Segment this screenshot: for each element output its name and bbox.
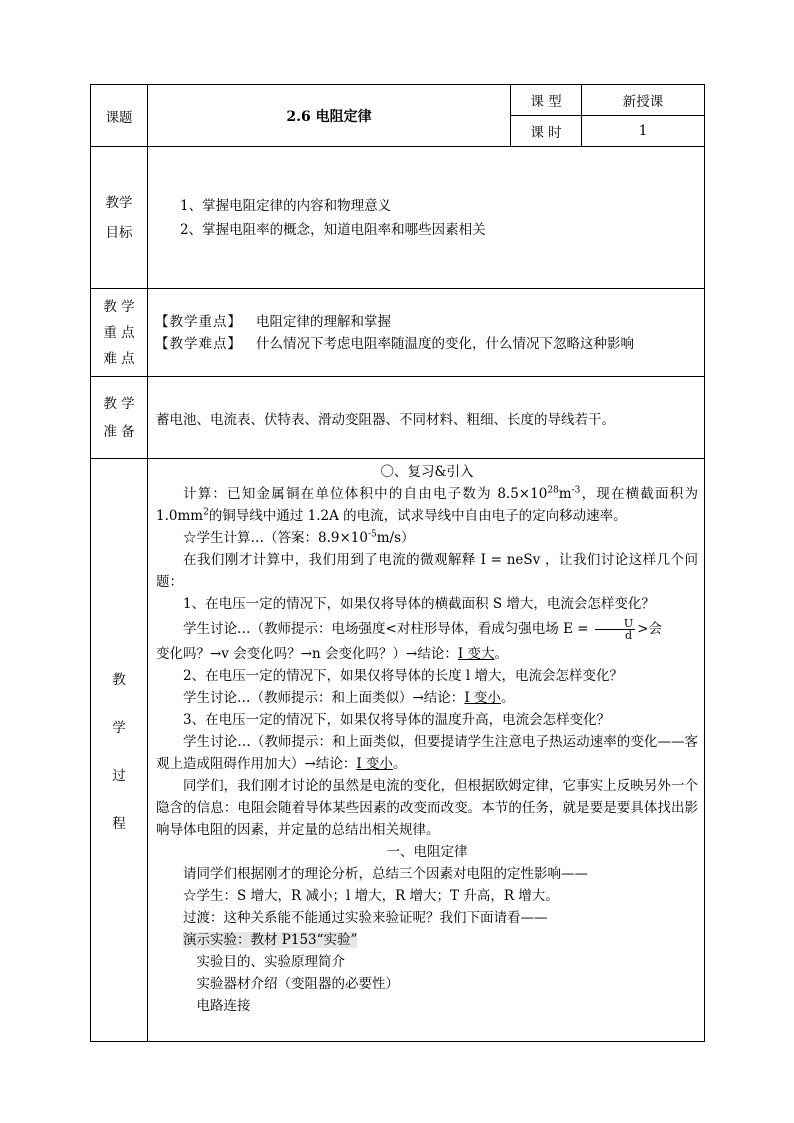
calc-text: m bbox=[558, 486, 572, 502]
preparation-label-line: 准 备 bbox=[103, 423, 135, 440]
student-calc-text: m/s） bbox=[376, 530, 415, 546]
discussion-text: 变化吗？→v 会变化吗？→n 会变化吗？）→结论： bbox=[156, 646, 458, 662]
calc-text: ，现在横截面积为 1.0mm bbox=[156, 486, 699, 524]
discussion-text: >会 bbox=[637, 621, 662, 637]
preparation-label-line: 教 学 bbox=[103, 395, 135, 412]
conclusion: I 变小 bbox=[464, 690, 501, 706]
type-value-cell bbox=[582, 85, 705, 116]
fraction-numerator: U bbox=[595, 618, 635, 630]
process-label-char: 程 bbox=[112, 816, 126, 832]
ask-text: 请同学们根据刚才的理论分析，总结三个因素对电阻的定性影响—— bbox=[183, 866, 588, 882]
discussion-1 bbox=[156, 615, 698, 643]
discussion-text: 。 bbox=[500, 690, 515, 706]
keypoints-label bbox=[91, 289, 148, 377]
difficult-point-label: 【教学难点】 bbox=[155, 335, 242, 352]
key-point-text: 电阻定律的理解和掌握 bbox=[256, 313, 391, 330]
keypoints-label-line: 重 点 bbox=[103, 324, 135, 341]
calc-exponent: 2 bbox=[203, 507, 209, 518]
hours-value-cell bbox=[582, 116, 705, 147]
question-3: 3、在电压一定的情况下，如果仅将导体的温度升高，电流会怎样变化？ bbox=[183, 712, 611, 728]
sub-item: 电路连接 bbox=[196, 998, 251, 1014]
difficult-point bbox=[155, 333, 698, 355]
conclusion: I 变小 bbox=[356, 756, 393, 772]
goal-item: 1、掌握电阻定律的内容和物理意义 bbox=[180, 197, 392, 214]
summary-paragraph: 同学们，我们刚才讨论的虽然是电流的变化，但根据欧姆定律，它事实上反映另外一个隐含的信息：电阻会随着导体某些因素的改变而改变。本节的任务，就是要是要具体找出影响导体电阻的因素，并定量的总结出相关规律。 bbox=[156, 778, 698, 838]
sub-item: 实验目的、实验原理简介 bbox=[196, 954, 345, 970]
demo-experiment: 演示实验：教材 P153“实验” bbox=[183, 932, 358, 948]
discussion-text: 学生讨论…（教师提示：和上面类似，但要提请学生注意电子热运动速率的变化——客观上造成阻碍作用加大）→结论： bbox=[156, 734, 698, 772]
discussion-2 bbox=[156, 687, 698, 709]
discussion-text: 。 bbox=[392, 756, 407, 772]
calc-problem bbox=[156, 483, 698, 527]
keypoints-label-line: 难 点 bbox=[103, 350, 135, 367]
hours-value: 1 bbox=[638, 123, 648, 139]
process-label-char: 学 bbox=[112, 720, 126, 736]
discussion-1-cont bbox=[156, 643, 698, 665]
keypoints-label-line: 教 学 bbox=[103, 298, 135, 315]
preparation-label bbox=[91, 377, 148, 459]
topic-title: 2.6 电阻定律 bbox=[286, 108, 372, 125]
topic-label-cell bbox=[91, 85, 148, 147]
student-calc-exponent: -5 bbox=[367, 529, 377, 540]
sub-item: 实验器材介绍（变阻器的必要性） bbox=[196, 976, 399, 992]
transition: 过渡：这种关系能不能通过实验来验证呢？我们下面请看—— bbox=[183, 910, 548, 926]
process-label bbox=[91, 459, 148, 1042]
goals-label-line: 目标 bbox=[105, 224, 133, 241]
topic-label: 课题 bbox=[105, 109, 133, 126]
discussion-text: 学生讨论…（教师提示：和上面类似）→结论： bbox=[183, 690, 465, 706]
goals-label-line: 教学 bbox=[105, 194, 133, 211]
u-over-d-fraction bbox=[595, 618, 635, 641]
calc-text: 的铜导线中通过 1.2A 的电流，试求导线中自由电子的定向移动速率。 bbox=[208, 508, 627, 524]
type-label-cell bbox=[511, 85, 582, 116]
discussion-text: 。 bbox=[494, 646, 508, 662]
preparation-content bbox=[148, 377, 705, 459]
question-1: 1、在电压一定的情况下，如果仅将导体的横截面积 S 增大，电流会怎样变化？ bbox=[183, 596, 655, 612]
key-point-label: 【教学重点】 bbox=[155, 313, 242, 330]
topic-title-cell bbox=[148, 85, 511, 147]
fraction-denominator: d bbox=[624, 629, 633, 642]
preparation-text: 蓄电池、电流表、伏特表、滑动变阻器、不同材料、粗细、长度的导线若干。 bbox=[156, 411, 615, 428]
conclusion: I 变大 bbox=[457, 646, 495, 662]
question-2: 2、在电压一定的情况下，如果仅将导体的长度 l 增大，电流会怎样变化？ bbox=[183, 668, 623, 684]
student-answer: ☆学生：S 增大，R 减小；l 增大，R 增大；T 升高，R 增大。 bbox=[183, 888, 559, 904]
goals-content bbox=[148, 147, 705, 289]
process-content bbox=[148, 459, 705, 1042]
goal-item: 2、掌握电阻率的概念，知道电阻率和哪些因素相关 bbox=[180, 221, 486, 238]
hours-label: 课 时 bbox=[530, 125, 562, 141]
type-value: 新授课 bbox=[622, 94, 664, 110]
goals-label bbox=[91, 147, 148, 289]
student-calc-text: ☆学生计算…（答案：8.9×10 bbox=[183, 530, 368, 546]
calc-text: 计算：已知金属铜在单位体积中的自由电子数为 8.5×10 bbox=[183, 486, 548, 502]
student-calc bbox=[156, 527, 698, 549]
discussion-text: 学生讨论…（教师提示：电场强度<对柱形导体，看成匀强电场 E = bbox=[183, 621, 589, 637]
process-label-char: 教 bbox=[112, 672, 126, 688]
section1-heading: 一、电阻定律 bbox=[386, 844, 468, 860]
calc-exponent: 28 bbox=[547, 485, 559, 496]
keypoints-content bbox=[148, 289, 705, 377]
calc-exponent: -3 bbox=[571, 485, 581, 496]
micro-explanation: 在我们刚才计算中，我们用到了电流的微观解释 I = neSv ，让我们讨论这样几个问题： bbox=[156, 552, 698, 590]
process-label-char: 过 bbox=[112, 768, 126, 784]
review-heading: 〇、复习&引入 bbox=[380, 464, 474, 480]
lesson-plan-table bbox=[90, 84, 705, 1042]
hours-label-cell bbox=[511, 116, 582, 147]
key-point bbox=[155, 311, 698, 333]
difficult-point-text: 什么情况下考虑电阻率随温度的变化，什么情况下忽略这种影响 bbox=[256, 335, 634, 352]
type-label: 课 型 bbox=[530, 94, 562, 110]
discussion-3 bbox=[156, 731, 698, 775]
